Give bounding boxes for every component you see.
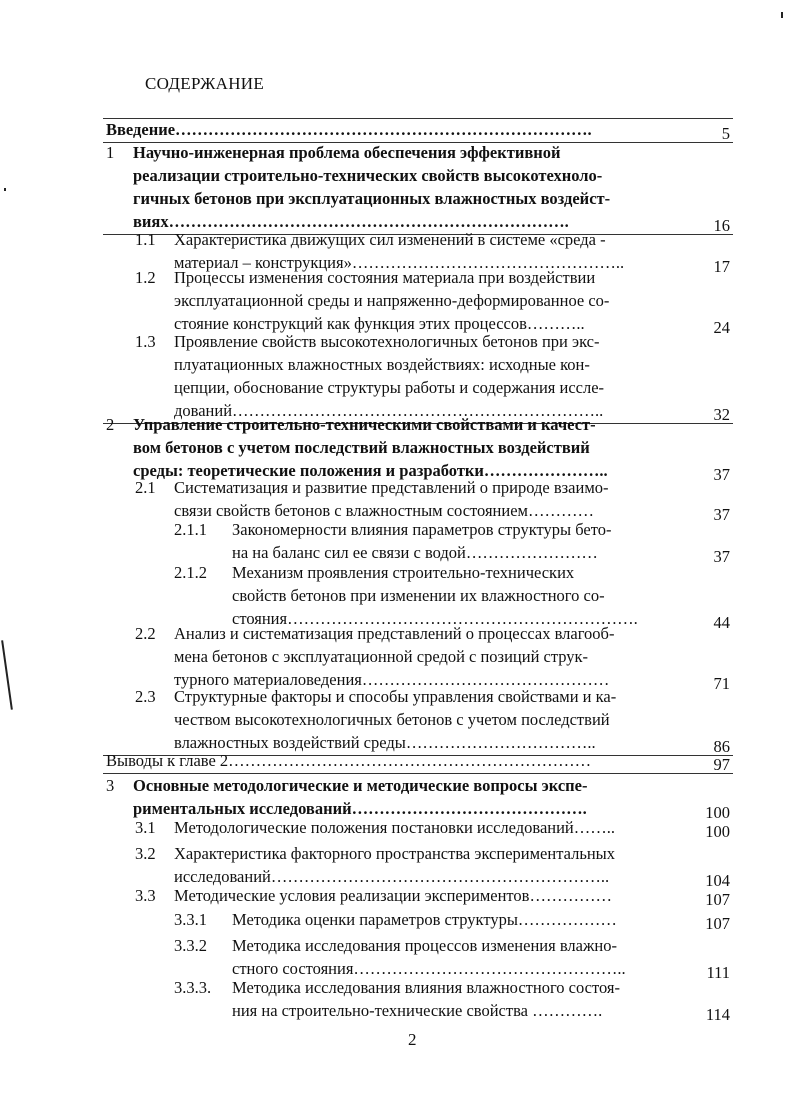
toc-entry bbox=[0, 476, 794, 522]
toc-entry-line: влажностных воздействий среды…………………………….. bbox=[174, 733, 596, 752]
toc-entry-line: Основные методологические и методические вопросы экспе- bbox=[133, 776, 588, 795]
toc-entry-title bbox=[106, 749, 686, 772]
toc-entry-line: Методика исследования влияния влажностного состоя- bbox=[232, 978, 621, 997]
toc-entry-line: Процессы изменения состояния материала при воздействии bbox=[174, 268, 596, 287]
toc-entry-line: стного состояния………………………………………….. bbox=[232, 959, 626, 978]
toc-entry-page: 100 bbox=[705, 822, 730, 841]
toc-entry-line: Введение…………………………………………………………………. bbox=[106, 120, 592, 139]
toc-entry-page: 37 bbox=[713, 505, 730, 524]
toc-entry bbox=[0, 842, 794, 888]
toc-entry-number: 3.3.2 bbox=[174, 936, 207, 955]
toc-entry-line: ния на строительно-технические свойства …………. bbox=[232, 1001, 603, 1020]
toc-entry-title bbox=[174, 816, 686, 839]
toc-entry-page: 44 bbox=[713, 613, 730, 632]
toc-entry-page: 24 bbox=[713, 318, 730, 337]
toc-entry-line: реализации строительно-технических свойств высокотехноло- bbox=[133, 166, 603, 185]
toc-entry-title bbox=[174, 622, 686, 691]
toc-entry-line: Механизм проявления строительно-технических bbox=[232, 563, 575, 582]
page-number: 2 bbox=[408, 1030, 417, 1049]
toc-entry-number: 1.3 bbox=[135, 332, 156, 351]
toc-entry-title bbox=[174, 842, 686, 888]
toc-entry-line: мена бетонов с эксплуатационной средой с позиций струк- bbox=[174, 647, 589, 666]
toc-entry-page: 16 bbox=[713, 216, 730, 235]
toc-entry-page: 37 bbox=[713, 547, 730, 566]
toc-entry-page: 107 bbox=[705, 914, 730, 933]
toc-entry bbox=[0, 749, 794, 772]
toc-entry bbox=[0, 976, 794, 1022]
toc-entry-title bbox=[133, 413, 686, 482]
toc-entry-number: 1 bbox=[106, 143, 115, 162]
toc-entry-number: 3 bbox=[106, 776, 115, 795]
toc-entry-line: на на баланс сил ее связи с водой…………………… bbox=[232, 543, 598, 562]
toc-entry-line: связи свойств бетонов с влажностным состоянием………… bbox=[174, 501, 594, 520]
toc-entry-page: 5 bbox=[721, 124, 730, 143]
toc-entry-title bbox=[232, 976, 686, 1022]
scan-dot bbox=[4, 188, 6, 191]
toc-entry bbox=[0, 518, 794, 564]
toc-entry-page: 86 bbox=[713, 737, 730, 756]
toc-entry-page: 37 bbox=[713, 465, 730, 484]
toc-entry-page: 107 bbox=[705, 890, 730, 909]
toc-entry-line: цепции, обоснование структуры работы и содержания иссле- bbox=[174, 378, 605, 397]
toc-entry-line: среды: теоретические положения и разработки………………….. bbox=[133, 461, 608, 480]
toc-entry-title bbox=[232, 934, 686, 980]
toc-entry bbox=[0, 816, 794, 839]
toc-entry-number: 2.1.2 bbox=[174, 563, 207, 582]
toc-entry-page: 114 bbox=[705, 1005, 730, 1024]
toc-entry-number: 1.1 bbox=[135, 230, 156, 249]
toc-entry-number: 3.3.1 bbox=[174, 910, 207, 929]
toc-entry-line: виях………………………………………………………………. bbox=[133, 212, 569, 231]
toc-entry-title bbox=[106, 118, 686, 141]
toc-entry bbox=[0, 934, 794, 980]
toc-entry-number: 3.2 bbox=[135, 844, 156, 863]
toc-entry bbox=[0, 685, 794, 754]
toc-entry-line: Методика исследования процессов изменения влажно- bbox=[232, 936, 617, 955]
toc-entry-line: Методика оценки параметров структуры……………… bbox=[232, 910, 617, 929]
toc-entry-page: 111 bbox=[706, 963, 730, 982]
toc-entry-number: 2.3 bbox=[135, 687, 156, 706]
toc-entry bbox=[0, 118, 794, 141]
toc-entry-page: 71 bbox=[713, 674, 730, 693]
toc-entry-page: 97 bbox=[713, 755, 730, 774]
toc-entry-line: стояния………………………………………………………. bbox=[232, 609, 638, 628]
toc-entry bbox=[0, 413, 794, 482]
toc-entry bbox=[0, 884, 794, 907]
toc-entry-page: 104 bbox=[705, 871, 730, 890]
toc-entry-title bbox=[174, 476, 686, 522]
page-title: СОДЕРЖАНИЕ bbox=[145, 74, 265, 93]
toc-entry-line: Анализ и систематизация представлений о процессах влагооб- bbox=[174, 624, 615, 643]
toc-entry-line: Научно-инженерная проблема обеспечения эффективной bbox=[133, 143, 561, 162]
toc-entry-number: 2.1.1 bbox=[174, 520, 207, 539]
toc-entry-title bbox=[174, 330, 686, 422]
toc-entry-title bbox=[174, 266, 686, 335]
toc-entry-line: свойств бетонов при изменении их влажностного со- bbox=[232, 586, 605, 605]
toc-entry-number: 2 bbox=[106, 415, 115, 434]
toc-entry-line: материал – конструкция»………………………………………….. bbox=[174, 253, 625, 272]
toc-entry-page: 17 bbox=[713, 257, 730, 276]
toc-entry bbox=[0, 141, 794, 233]
toc-entry-number: 2.2 bbox=[135, 624, 156, 643]
toc-entry-line: Выводы к главе 2………………………………………………………… bbox=[106, 751, 592, 770]
toc-entry-line: плуатационных влажностных воздействиях: исходные кон- bbox=[174, 355, 590, 374]
toc-entry-title bbox=[174, 884, 686, 907]
toc-entry bbox=[0, 561, 794, 630]
toc-entry-number: 3.1 bbox=[135, 818, 156, 837]
toc-entry-number: 3.3 bbox=[135, 886, 156, 905]
toc-entry-line: гичных бетонов при эксплуатационных влажностных воздейст- bbox=[133, 189, 611, 208]
toc-entry-number: 2.1 bbox=[135, 478, 156, 497]
toc-entry-line: турного материаловедения……………………………………… bbox=[174, 670, 610, 689]
toc-entry-line: Методологические положения постановки исследований…….. bbox=[174, 818, 616, 837]
toc-entry-line: риментальных исследований……………………………………. bbox=[133, 799, 587, 818]
toc-entry-title bbox=[232, 518, 686, 564]
toc-entry-line: вом бетонов с учетом последствий влажностных воздействий bbox=[133, 438, 590, 457]
toc-entry-line: Структурные факторы и способы управления свойствами и ка- bbox=[174, 687, 617, 706]
toc-entry-line: чеством высокотехнологичных бетонов с учетом последствий bbox=[174, 710, 610, 729]
toc-entry-line: Характеристика факторного пространства экспериментальных bbox=[174, 844, 616, 863]
toc-entry-line: стояние конструкций как функция этих процессов……….. bbox=[174, 314, 585, 333]
toc-entry-number: 1.2 bbox=[135, 268, 156, 287]
toc-entry-line: дований………………………………………………………….. bbox=[174, 401, 604, 420]
scan-dot bbox=[781, 12, 783, 18]
toc-entry-line: эксплуатационной среды и напряженно-деформированное со- bbox=[174, 291, 610, 310]
toc-entry-line: Методические условия реализации экспериментов…………… bbox=[174, 886, 612, 905]
toc-entry-line: Проявление свойств высокотехнологичных бетонов при экс- bbox=[174, 332, 600, 351]
toc-entry-title bbox=[232, 561, 686, 630]
toc-entry bbox=[0, 908, 794, 931]
toc-entry-line: исследований…………………………………………………….. bbox=[174, 867, 610, 886]
toc-entry-line: Управление строительно-техническими свойствами и качест- bbox=[133, 415, 596, 434]
toc-entry-number: 3.3.3. bbox=[174, 978, 212, 997]
toc-entry bbox=[0, 622, 794, 691]
toc-entry-page: 32 bbox=[713, 405, 730, 424]
toc-entry-title bbox=[232, 908, 686, 931]
toc-entry-page: 100 bbox=[705, 803, 730, 822]
toc-entry-line: Закономерности влияния параметров структуры бето- bbox=[232, 520, 612, 539]
toc-entry bbox=[0, 266, 794, 335]
toc-entry-line: Характеристика движущих сил изменений в системе «среда - bbox=[174, 230, 606, 249]
toc-entry-title bbox=[133, 774, 686, 820]
toc-entry bbox=[0, 774, 794, 820]
toc-entry-title bbox=[133, 141, 686, 233]
toc-entry-title bbox=[174, 685, 686, 754]
toc-entry bbox=[0, 330, 794, 422]
toc-entry-line: Систематизация и развитие представлений о природе взаимо- bbox=[174, 478, 609, 497]
